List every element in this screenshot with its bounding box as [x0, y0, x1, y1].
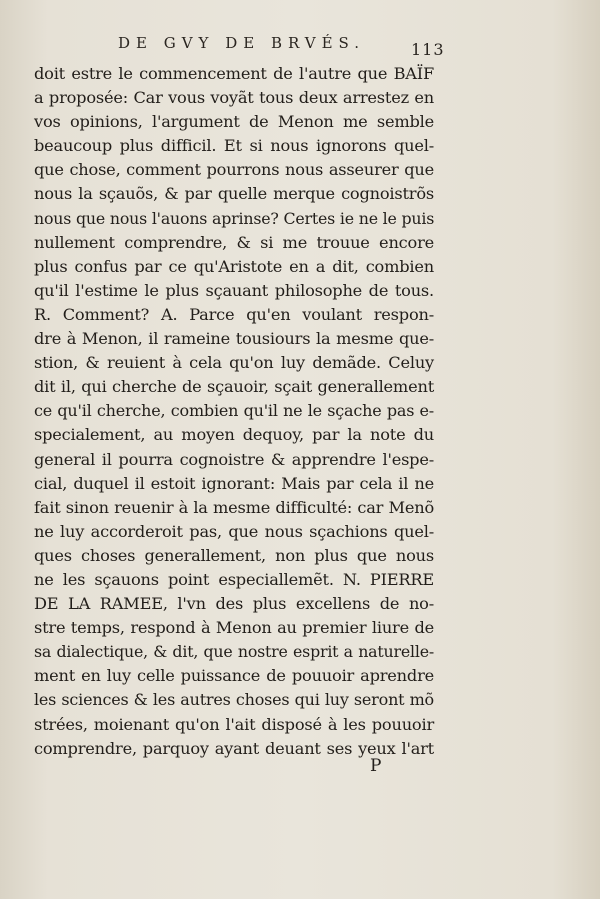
text-line: vos opinions, l'argument de Menon me semble	[34, 112, 434, 132]
text-line: DE LA RAMEE, l'vn des plus excellens de no-	[34, 594, 434, 614]
text-line: sa dialectique, & dit, que nostre esprit a naturelle-	[34, 642, 434, 662]
text-line: que chose, comment pourrons nous asseurer que	[34, 160, 434, 180]
text-line: R. Comment? A. Parce qu'en voulant respon-	[34, 304, 434, 324]
text-line: a proposée: Car vous voyãt tous deux arrestez en	[34, 88, 434, 108]
text-line: nous la sçauõs, & par quelle merque cognoistrõs	[34, 184, 434, 204]
text-line: specialement, au moyen dequoy, par la note du	[34, 425, 434, 445]
text-line: cial, duquel il estoit ignorant: Mais par cela il ne	[34, 473, 434, 493]
text-line: ment en luy celle puissance de pouuoir aprendre	[34, 666, 434, 686]
text-line: stre temps, respond à Menon au premier liure de	[34, 618, 434, 638]
text-line: general il pourra cognoistre & apprendre l'espe-	[34, 449, 434, 469]
text-line: ne luy accorderoit pas, que nous sçachions quel-	[34, 521, 434, 541]
text-line: ce qu'il cherche, combien qu'il ne le sçache pas e-	[34, 401, 434, 421]
text-line: beaucoup plus difficil. Et si nous ignorons quel-	[34, 136, 434, 156]
text-line: dit il, qui cherche de sçauoir, sçait generallement	[34, 377, 434, 397]
text-line: ques choses generallement, non plus que nous	[34, 545, 434, 565]
text-line: dre à Menon, il rameine tousiours la mesme que-	[34, 329, 434, 349]
running-title: DE GVY DE BRVÉS.	[118, 34, 366, 52]
text-line: stion, & reuient à cela qu'on luy demãde. Celuy	[34, 353, 434, 373]
page-number: 113	[411, 40, 445, 59]
text-line: plus confus par ce qu'Aristote en a dit, combien	[34, 256, 434, 276]
text-line: comprendre, parquoy ayant deuant ses yeux l'art	[34, 738, 434, 758]
text-block	[34, 62, 434, 761]
text-line: fait sinon reuenir à la mesme difficulté: car Menõ	[34, 497, 434, 517]
text-line: nous que nous l'auons aprinse? Certes ie ne le puis	[34, 208, 435, 228]
text-line: strées, moienant qu'on l'ait disposé à les pouuoir	[34, 714, 434, 734]
signature-mark: P	[370, 756, 382, 776]
text-line: qu'il l'estime le plus sçauant philosophe de tous.	[34, 280, 434, 300]
text-line: nullement comprendre, & si me trouue encore	[34, 232, 434, 252]
text-line: les sciences & les autres choses qui luy seront mõ	[34, 690, 434, 710]
text-line: doit estre le commencement de l'autre que BAÏF	[34, 64, 434, 83]
text-line: ne les sçauons point especiallemẽt. N. PIERRE	[34, 569, 434, 589]
